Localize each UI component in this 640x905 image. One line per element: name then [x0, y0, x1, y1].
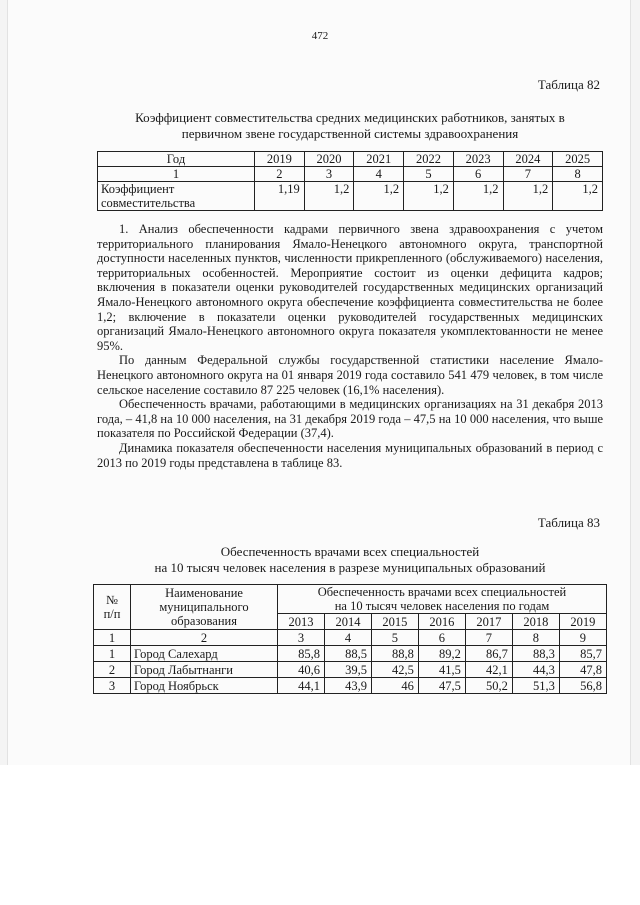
table82-row-label-line1: Коэффициент — [101, 182, 175, 196]
table83-title — [100, 544, 600, 576]
row-value: 41,5 — [418, 662, 465, 678]
table82-value: 1,2 — [553, 182, 603, 211]
paragraph: По данным Федеральной службы государственной статистики население Ямало-Ненецкого автономного округа на 01 января 2019 года составило 541 479 человек, в том числе сельское население составило 87 225 человек (16,1% населения). — [97, 353, 603, 397]
table83-title-line2: на 10 тысяч человек населения в разрезе муниципальных образований — [154, 560, 546, 575]
row-value: 47,8 — [559, 662, 606, 678]
row-value: 88,5 — [324, 646, 371, 662]
table-row — [94, 678, 607, 694]
row-num: 1 — [94, 646, 131, 662]
table82-caption: Таблица 82 — [537, 77, 600, 92]
table83-year: 2017 — [465, 614, 512, 630]
table82-index: 2 — [255, 167, 305, 182]
table82-index: 3 — [304, 167, 354, 182]
table83-year: 2019 — [559, 614, 606, 630]
table83-group-header-line1: Обеспеченность врачами всех специальностей — [317, 585, 567, 599]
row-value: 56,8 — [559, 678, 606, 694]
table83-group-header — [278, 585, 607, 614]
row-num: 2 — [94, 662, 131, 678]
table83-title-line1: Обеспеченность врачами всех специальностей — [220, 544, 480, 559]
body-text — [97, 222, 603, 470]
table83-caption: Таблица 83 — [537, 515, 600, 530]
table82-data-row — [98, 182, 603, 211]
paragraph: Динамика показателя обеспеченности населения муниципальных образований в период с 2013 по 2019 годы представлена в таблице 83. — [97, 440, 603, 470]
row-value: 88,8 — [371, 646, 418, 662]
table83-header-row — [94, 585, 607, 614]
municipality-name: Город Лабытнанги — [131, 662, 278, 678]
row-value: 88,3 — [512, 646, 559, 662]
table83-index: 4 — [324, 630, 371, 646]
table83-col-num — [94, 585, 131, 630]
row-value: 43,9 — [324, 678, 371, 694]
table-row — [94, 646, 607, 662]
table83-index: 5 — [371, 630, 418, 646]
table82 — [97, 151, 603, 211]
table83-col-name-line1: Наименование — [165, 586, 243, 600]
table83-index: 2 — [131, 630, 278, 646]
row-value: 44,1 — [278, 678, 325, 694]
table82-index: 1 — [98, 167, 255, 182]
row-value: 46 — [371, 678, 418, 694]
table82-title — [100, 110, 600, 142]
municipality-name: Город Салехард — [131, 646, 278, 662]
table83-year: 2014 — [324, 614, 371, 630]
table82-value: 1,2 — [503, 182, 553, 211]
table83-col-name-line3: образования — [171, 614, 237, 628]
paragraph: 1. Анализ обеспеченности кадрами первичного звена здравоохранения с учетом территориального планирования Ямало-Ненецкого автономного округа, транспортной доступности населенных пунктов, численности прикрепленного (обслуживаемого) населения, территориальных особенностей. Мероприятие состоит из оценки дефицита кадров; включения в показатели оценки руководителей государственных медицинских организаций Ямало-Ненецкого автономного округа обеспечение коэффициента совместительства не более 1,2; включение в показатели оценки руководителей государственных медицинских организаций Ямало-Ненецкого автономного округа показателя укомплектованности не менее 95%. — [97, 222, 603, 353]
row-value: 44,3 — [512, 662, 559, 678]
table-row — [94, 662, 607, 678]
table83-year: 2018 — [512, 614, 559, 630]
blank-area — [0, 765, 640, 905]
table83-col-name — [131, 585, 278, 630]
row-value: 42,5 — [371, 662, 418, 678]
table83-index-row — [94, 630, 607, 646]
table82-year: 2023 — [453, 152, 503, 167]
municipality-name: Город Ноябрьск — [131, 678, 278, 694]
row-value: 39,5 — [324, 662, 371, 678]
row-value: 42,1 — [465, 662, 512, 678]
table83 — [93, 584, 607, 694]
row-value: 89,2 — [418, 646, 465, 662]
table82-value: 1,2 — [304, 182, 354, 211]
table82-header-label: Год — [98, 152, 255, 167]
row-num: 3 — [94, 678, 131, 694]
table82-row-label-line2: совместительства — [101, 196, 196, 210]
table82-value: 1,2 — [404, 182, 454, 211]
table83-index: 1 — [94, 630, 131, 646]
table83-index: 9 — [559, 630, 606, 646]
table83-col-num-line1: № — [106, 593, 118, 607]
paragraph: Обеспеченность врачами, работающими в медицинских организациях на 31 декабря 2013 года, – 41,8 на 10 000 населения, на 31 декабря 2019 года – 47,5 на 10 000 населения, что выше показателя по Российской Федерации (37,4). — [97, 397, 603, 441]
row-value: 47,5 — [418, 678, 465, 694]
table82-year: 2024 — [503, 152, 553, 167]
table82-index: 6 — [453, 167, 503, 182]
row-value: 40,6 — [278, 662, 325, 678]
table82-year: 2022 — [404, 152, 454, 167]
table83-year: 2013 — [278, 614, 325, 630]
table83-year: 2016 — [418, 614, 465, 630]
table82-year: 2020 — [304, 152, 354, 167]
table82-title-line2: первичном звене государственной системы здравоохранения — [181, 126, 519, 141]
table82-index: 8 — [553, 167, 603, 182]
table82-value: 1,2 — [354, 182, 404, 211]
table82-value: 1,19 — [255, 182, 305, 211]
table83-index: 6 — [418, 630, 465, 646]
row-value: 85,7 — [559, 646, 606, 662]
table83-col-num-line2: п/п — [103, 607, 121, 621]
table83-index: 3 — [278, 630, 325, 646]
table82-header-row — [98, 152, 603, 167]
table82-year: 2021 — [354, 152, 404, 167]
table83-col-name-line2: муниципального — [159, 600, 249, 614]
table83-year: 2015 — [371, 614, 418, 630]
table82-year: 2025 — [553, 152, 603, 167]
row-value: 85,8 — [278, 646, 325, 662]
table82-value: 1,2 — [453, 182, 503, 211]
table82-index: 4 — [354, 167, 404, 182]
table82-title-line1: Коэффициент совместительства средних медицинских работников, занятых в — [135, 110, 565, 125]
table83-index: 7 — [465, 630, 512, 646]
table82-year: 2019 — [255, 152, 305, 167]
row-value: 50,2 — [465, 678, 512, 694]
table82-row-label — [98, 182, 255, 211]
table82-index: 5 — [404, 167, 454, 182]
row-value: 86,7 — [465, 646, 512, 662]
row-value: 51,3 — [512, 678, 559, 694]
table83-group-header-line2: на 10 тысяч человек населения по годам — [334, 599, 550, 613]
table82-index-row — [98, 167, 603, 182]
page-number: 472 — [311, 30, 329, 42]
table82-index: 7 — [503, 167, 553, 182]
table83-index: 8 — [512, 630, 559, 646]
